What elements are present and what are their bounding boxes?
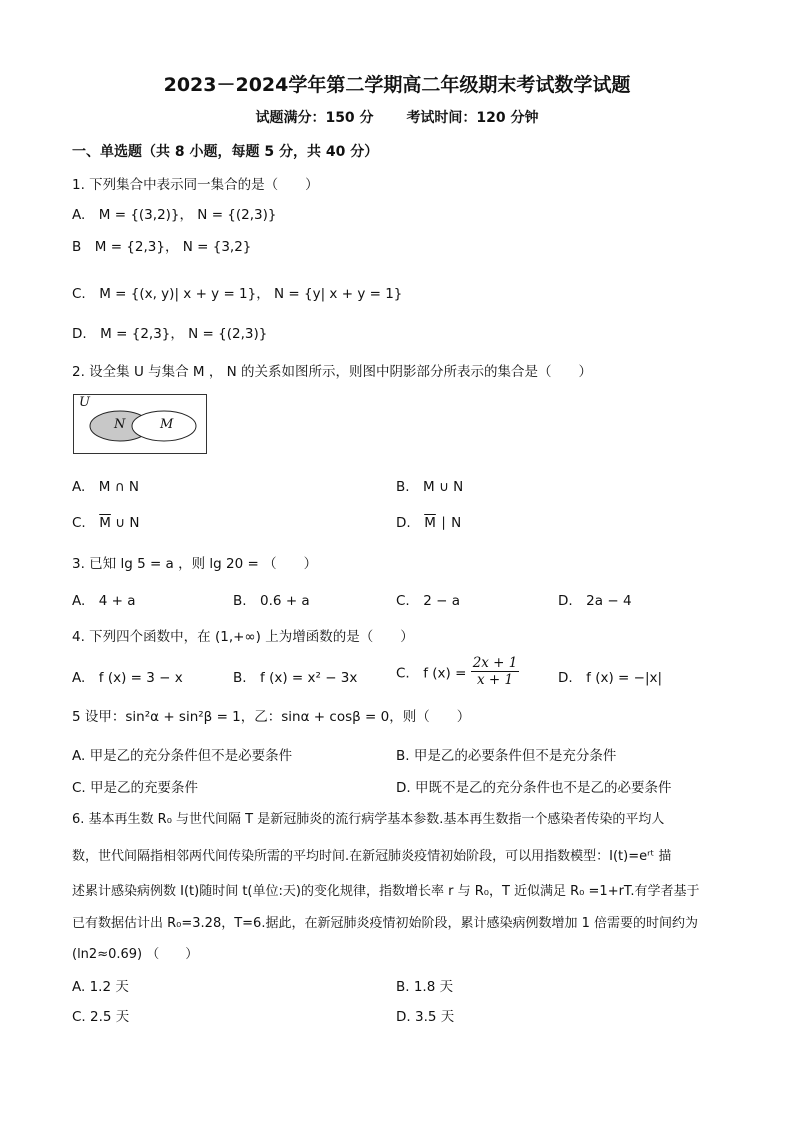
- q4-option-c-fraction: [471, 655, 520, 688]
- q5-option-c: C. 甲是乙的充要条件: [72, 780, 199, 796]
- q6-line-4: 已有数据估计出 R₀=3.28，T=6.据此，在新冠肺炎疫情初始阶段，累计感染病例数增加 1 倍需要的时间约为: [72, 916, 698, 931]
- venn-svg: [74, 395, 206, 453]
- q3-option-d: D. 2a − 4: [558, 593, 632, 609]
- q6-option-d: D. 3.5 天: [396, 1009, 455, 1025]
- q4-option-b: B. f (x) = x² − 3x: [233, 670, 358, 686]
- q1-option-a: A. M = {(3,2)}， N = {(2,3)}: [72, 207, 277, 223]
- q2-option-d-complement: $\overline{M}$: [424, 515, 436, 531]
- q5-stem: 5 设甲：sin²α + sin²β = 1，乙：sinα + cosβ = 0，则（ ）: [72, 709, 471, 725]
- q2-option-c-complement: $\overline{M}$: [99, 515, 111, 531]
- q2-option-d: [396, 511, 461, 531]
- venn-label-m: M: [160, 417, 174, 432]
- q2-option-d-prefix: D.: [396, 515, 425, 531]
- q1-option-c: C. M = {(x, y)| x + y = 1}， N = {y| x + y = 1}: [72, 286, 403, 302]
- q6-option-a: A. 1.2 天: [72, 979, 129, 995]
- section-heading: 一、单选题（共 8 小题，每题 5 分，共 40 分）: [72, 144, 379, 160]
- fraction-denominator: x + 1: [476, 672, 514, 689]
- q2-option-c: [72, 511, 139, 531]
- q1-option-d: D. M = {2,3}， N = {(2,3)}: [72, 326, 268, 342]
- q3-stem: 3. 已知 lg 5 = a ，则 lg 20 = （ ）: [72, 556, 318, 572]
- q4-option-c: [396, 655, 519, 688]
- q5-option-a: A. 甲是乙的充分条件但不是必要条件: [72, 748, 293, 764]
- q2-option-c-prefix: C.: [72, 515, 100, 531]
- q2-option-b: B. M ∪ N: [396, 479, 464, 495]
- q6-line-2: 数，世代间隔指相邻两代间传染所需的平均时间.在新冠肺炎疫情初始阶段，可以用指数模型：I(t)=eʳᵗ 描: [72, 849, 672, 864]
- q2-option-a: A. M ∩ N: [72, 479, 139, 495]
- q5-option-b: B. 甲是乙的必要条件但不是充分条件: [396, 748, 617, 764]
- q6-option-b: B. 1.8 天: [396, 979, 454, 995]
- q4-option-d: D. f (x) = −|x|: [558, 670, 663, 686]
- q6-line-5: (ln2≈0.69) （ ）: [72, 947, 199, 962]
- exam-time: 考试时间：120 分钟: [406, 110, 539, 126]
- q6-line-1: 6. 基本再生数 R₀ 与世代间隔 T 是新冠肺炎的流行病学基本参数.基本再生数指一个感染者传染的平均人: [72, 812, 665, 827]
- q2-stem: 2. 设全集 U 与集合 M ， N 的关系如图所示，则图中阴影部分所表示的集合是（ ）: [72, 364, 593, 380]
- exam-subtitle: [0, 107, 794, 127]
- q4-stem: 4. 下列四个函数中，在 (1,+∞) 上为增函数的是（ ）: [72, 629, 414, 645]
- q5-option-d: D. 甲既不是乙的充分条件也不是乙的必要条件: [396, 780, 672, 796]
- q6-option-c: C. 2.5 天: [72, 1009, 130, 1025]
- q3-option-b: B. 0.6 + a: [233, 593, 310, 609]
- venn-label-u: U: [79, 395, 90, 410]
- q3-option-a: A. 4 + a: [72, 593, 136, 609]
- venn-diagram: [73, 394, 207, 454]
- venn-label-n: N: [114, 417, 126, 432]
- q2-option-d-rest: ∣ N: [435, 515, 462, 531]
- fraction-numerator: 2x + 1: [472, 655, 518, 671]
- q6-line-3: 述累计感染病例数 I(t)随时间 t(单位:天)的变化规律，指数增长率 r 与 R₀，T 近似满足 R₀ =1+rT.有学者基于: [72, 884, 700, 899]
- q3-option-c: C. 2 − a: [396, 593, 460, 609]
- q4-option-a: A. f (x) = 3 − x: [72, 670, 183, 686]
- q2-option-c-rest: ∪ N: [110, 515, 140, 531]
- full-score: 试题满分：150 分: [255, 110, 374, 126]
- q4-option-c-prefix: C. f (x) =: [396, 665, 471, 682]
- q1-option-b: B M = {2,3}， N = {3,2}: [72, 239, 252, 255]
- q1-stem: 1. 下列集合中表示同一集合的是（ ）: [72, 177, 319, 193]
- exam-title: 2023－2024学年第二学期高二年级期末考试数学试题: [163, 74, 631, 96]
